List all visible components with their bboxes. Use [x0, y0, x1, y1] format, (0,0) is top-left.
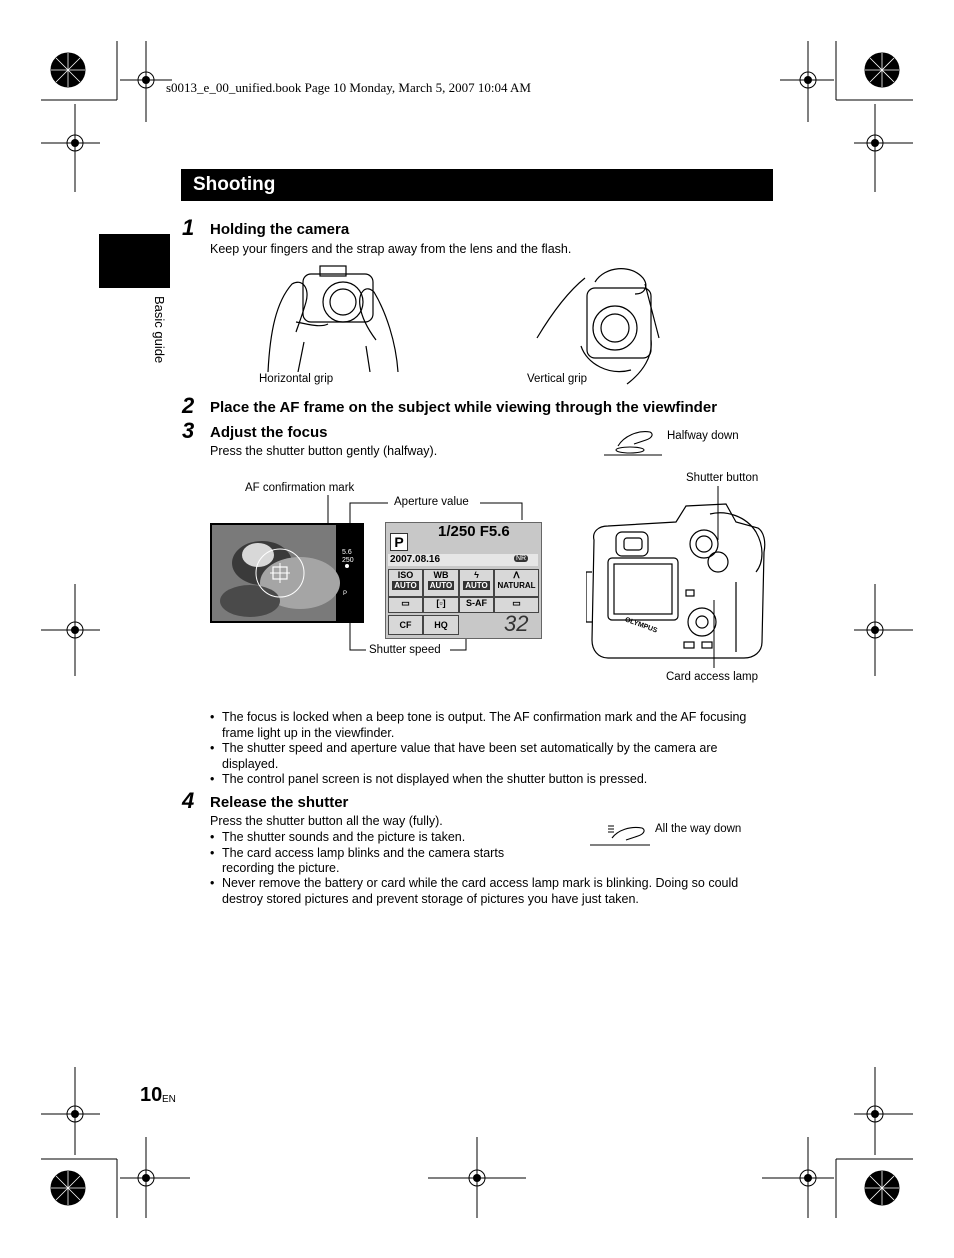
step-4-text: Press the shutter button all the way (fully). [210, 814, 443, 828]
halfway-label: Halfway down [667, 430, 739, 442]
section-title: Shooting [193, 174, 276, 195]
step-3-bullets [210, 710, 775, 788]
lcd-wb-value: AUTO [429, 581, 453, 590]
lcd-date: 2007.08.16 [390, 554, 441, 565]
vertical-grip-label: Vertical grip [527, 373, 588, 385]
page-language: EN [162, 1094, 176, 1105]
list-item: • The card access lamp blinks and the camera starts recording the picture. [210, 846, 530, 877]
list-item: • The shutter speed and aperture value that have been set automatically by the camera are displayed. [210, 741, 775, 772]
step-4-warning-bullets [210, 876, 775, 907]
lcd-exposure: 1/250 F5.6 [438, 523, 510, 540]
list-item: • The focus is locked when a beep tone is output. The AF confirmation mark and the AF focusing frame light up in the viewfinder. [210, 710, 775, 741]
lcd-wb-label: WB [433, 570, 449, 580]
lcd-card: CF [388, 615, 423, 635]
af-confirmation-dot [345, 564, 349, 568]
list-item: • The shutter sounds and the picture is taken. [210, 830, 530, 846]
viewfinder-shutter: 250 [342, 557, 354, 564]
step-3-title: Adjust the focus [210, 424, 328, 441]
drive-mode-icon: ▭ [494, 597, 539, 613]
card-access-lamp-label: Card access lamp [666, 671, 759, 683]
step-1-text: Keep your fingers and the strap away from the lens and the flash. [210, 242, 572, 256]
control-panel-lcd [385, 522, 542, 639]
step-3-number: 3 [182, 418, 195, 443]
shutter-speed-label: Shutter speed [369, 644, 441, 656]
viewfinder-mode: P [343, 591, 348, 597]
step-4-number: 4 [182, 788, 195, 813]
viewfinder-aperture: 5.6 [342, 549, 352, 556]
full-press-icon [590, 820, 652, 848]
step-4-title: Release the shutter [210, 794, 349, 811]
lcd-iso-label: ISO [397, 570, 414, 580]
list-item: • Never remove the battery or card while the card access lamp mark is blinking. Doing so could destroy stored pictures and prevent storage of pictures you have just taken. [210, 876, 775, 907]
shutter-button-label: Shutter button [686, 472, 759, 484]
camera-brand: OLYMPUS [623, 616, 659, 635]
lcd-flash-value: AUTO [465, 581, 488, 590]
step-3-text: Press the shutter button gently (halfway). [210, 444, 438, 458]
list-item: • The control panel screen is not displayed when the shutter button is pressed. [210, 772, 775, 788]
file-header: s0013_e_00_unified.book Page 10 Monday, March 5, 2007 10:04 AM [166, 80, 531, 95]
side-label: Basic guide [152, 296, 167, 364]
viewfinder-image [210, 523, 364, 623]
lcd-iso-value: AUTO [394, 581, 417, 590]
all-the-way-down-label: All the way down [655, 823, 742, 835]
horizontal-grip-label: Horizontal grip [259, 373, 334, 385]
af-area-icon: [▫] [423, 597, 459, 613]
lcd-picture-mode: NATURAL [497, 581, 536, 590]
af-confirmation-label: AF confirmation mark [245, 482, 355, 494]
camera-back-illustration [586, 492, 776, 662]
step-4-bullets [210, 830, 530, 877]
step-2-title: Place the AF frame on the subject while viewing through the viewfinder [210, 399, 718, 416]
lcd-nr: NR [516, 555, 527, 562]
step-1-title: Holding the camera [210, 221, 350, 238]
lcd-quality: HQ [423, 615, 459, 635]
aperture-value-label: Aperture value [394, 496, 469, 508]
metering-icon: ▭ [388, 597, 423, 613]
page-number: 10 [140, 1084, 163, 1106]
lcd-focus-mode: S-AF [459, 597, 494, 613]
step-1-number: 1 [182, 215, 195, 240]
picture-mode-icon: ᐱ [513, 570, 520, 580]
lcd-mode: P [390, 533, 408, 551]
flash-icon: ϟ [474, 570, 479, 580]
step-2-number: 2 [182, 393, 195, 418]
lcd-shots-remaining: 32 [504, 611, 529, 636]
